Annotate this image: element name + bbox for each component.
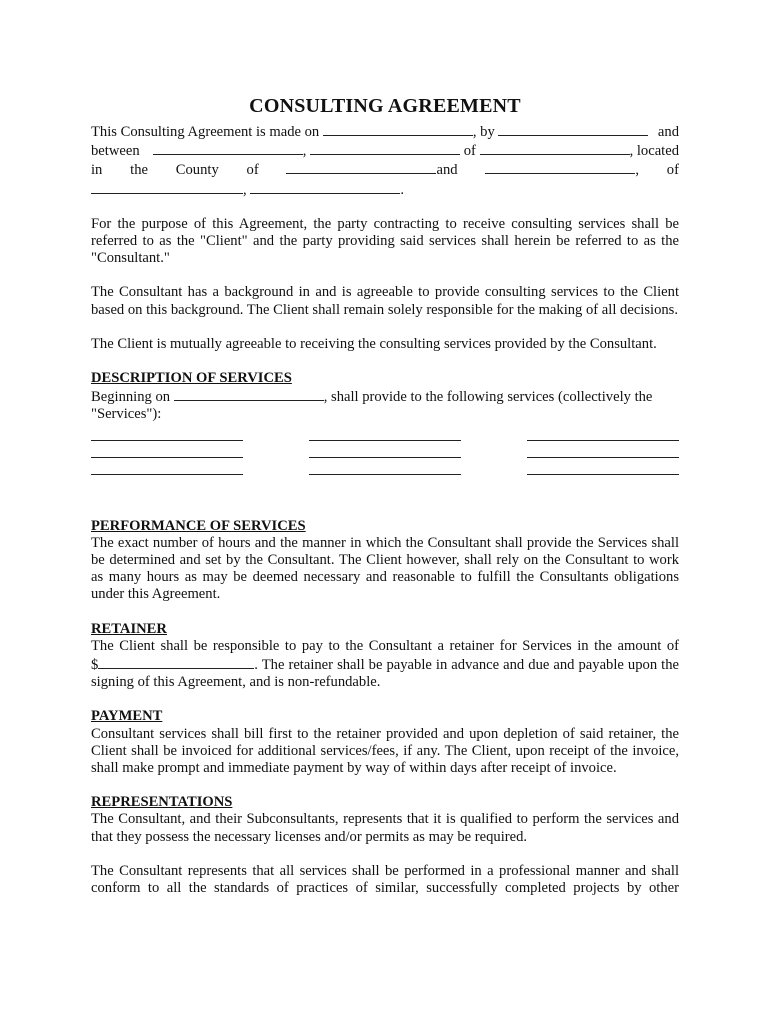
service-blank[interactable] bbox=[91, 474, 243, 475]
representations-heading: REPRESENTATIONS bbox=[91, 794, 233, 811]
intro-line-4: , . bbox=[91, 180, 679, 199]
payment-heading: PAYMENT bbox=[91, 708, 163, 725]
party-one-blank[interactable] bbox=[498, 122, 648, 136]
payment-paragraph: Consultant services shall bill first to the retainer provided and upon depletion of said retainer, the Client shall be invoiced for additional services/fees, if any. The Client, upon receipt of the invoice, shall make prompt and immediate payment by way of within days after receipt of invoice. bbox=[91, 725, 679, 777]
purpose-paragraph: For the purpose of this Agreement, the party contracting to receive consulting services shall be referred to as the "Client" and the party providing said services shall herein be referred to as the "Consultant." bbox=[91, 215, 679, 267]
description-heading: DESCRIPTION OF SERVICES bbox=[91, 370, 292, 387]
second-county-blank[interactable] bbox=[485, 160, 635, 174]
party-two-blank[interactable] bbox=[153, 141, 303, 155]
retainer-amount-blank[interactable] bbox=[98, 655, 254, 669]
services-blank-row bbox=[91, 441, 679, 458]
service-blank[interactable] bbox=[309, 440, 461, 441]
description-line-1: Beginning on , shall provide to the following services (collectively the bbox=[91, 389, 653, 406]
mutual-paragraph: The Client is mutually agreeable to receiving the consulting services provided by the Consultant. bbox=[91, 335, 657, 352]
service-blank[interactable] bbox=[527, 474, 679, 475]
county-blank[interactable] bbox=[286, 160, 436, 174]
intro-block bbox=[91, 122, 679, 199]
description-line-2: "Services"): bbox=[91, 406, 162, 423]
performance-paragraph: The exact number of hours and the manner in which the Consultant shall provide the Services shall be determined and set by the Consultant. The Client however, shall rely on the Consultant to work as many hours as may be deemed necessary and reasonable to fulfill the Consultants obligations under this Agreement. bbox=[91, 534, 679, 603]
state-blank[interactable] bbox=[91, 180, 243, 194]
background-paragraph: The Consultant has a background in and is agreeable to provide consulting services to the Client based on this background. The Client shall remain solely responsible for the making of all decisions. bbox=[91, 284, 679, 318]
document-title: CONSULTING AGREEMENT bbox=[249, 95, 521, 117]
country-blank[interactable] bbox=[250, 180, 400, 194]
location-blank[interactable] bbox=[480, 141, 630, 155]
services-blank-row bbox=[91, 424, 679, 441]
service-blank[interactable] bbox=[527, 440, 679, 441]
address-blank[interactable] bbox=[310, 141, 460, 155]
start-date-blank[interactable] bbox=[174, 387, 324, 401]
service-blank[interactable] bbox=[309, 474, 461, 475]
retainer-heading: RETAINER bbox=[91, 620, 167, 637]
representations-paragraph-2: The Consultant represents that all services shall be performed in a professional manner and shall conform to all the standards of practices of similar, successfully completed projects by other bbox=[91, 862, 679, 897]
representations-paragraph-1: The Consultant, and their Subconsultants, represents that it is qualified to perform the services and that they possess the necessary licenses and/or permits as may be required. bbox=[91, 811, 679, 845]
service-blank[interactable] bbox=[309, 457, 461, 458]
performance-heading: PERFORMANCE OF SERVICES bbox=[91, 517, 306, 534]
intro-line-3: in the County of and , of bbox=[91, 162, 679, 179]
intro-line-1: This Consulting Agreement is made on , by and bbox=[91, 124, 679, 140]
service-blank[interactable] bbox=[91, 457, 243, 458]
services-blank-row bbox=[91, 458, 679, 475]
service-blank[interactable] bbox=[527, 457, 679, 458]
service-blank[interactable] bbox=[91, 440, 243, 441]
date-blank[interactable] bbox=[323, 122, 473, 136]
intro-line-2: between , of , located bbox=[91, 143, 679, 160]
retainer-paragraph: The Client shall be responsible to pay to the Consultant a retainer for Services in the amount of $ . The retainer shall be payable in advance and due and payable upon the signing of this Agreement, and is non-refundable. bbox=[91, 637, 679, 691]
services-blank-grid bbox=[91, 424, 679, 475]
document-body bbox=[91, 92, 679, 897]
